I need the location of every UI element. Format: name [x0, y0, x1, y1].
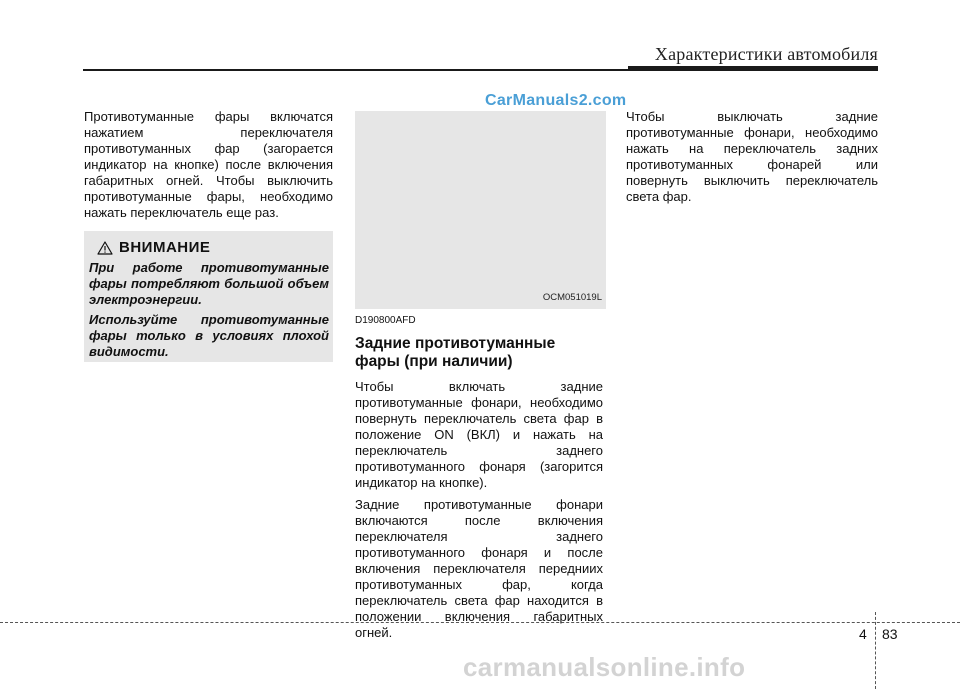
page-section-number: 4 [859, 626, 867, 642]
warning-header [97, 239, 333, 256]
watermark-top: CarManuals2.com [485, 92, 627, 109]
right-column [626, 109, 878, 211]
figure-code: OCM051019L [542, 292, 602, 303]
figure-image-placeholder [355, 111, 606, 309]
warning-triangle-icon [97, 241, 113, 255]
warning-text-2: Используйте противотуманные фары только в условиях плохой видимости. [89, 312, 329, 359]
footer-divider [875, 612, 876, 689]
middle-paragraph-1: Чтобы включать задние противотуманные фонари, необходимо повернуть переключатель света фар в положение ON (ВКЛ) и нажать на переключатель заднего противотуманного фонаря (загорится индикатор на кнопке). [355, 379, 603, 490]
warning-text-1: При работе противотуманные фары потребляют большой объем электроэнергии. [89, 260, 329, 307]
footer-rule [0, 622, 960, 623]
left-paragraph: Противотуманные фары включатся нажатием переключателя противотуманных фар (загорается индикатор на кнопке) после включения габаритных огней. Чтобы выключить противотуманные фары, необходимо нажать переключатель еще раз. [84, 109, 333, 220]
section-title: Задние противотуманные фары (при наличии) [355, 335, 556, 370]
watermark-bottom: carmanualsonline.info [463, 652, 746, 682]
page-header-title: Характеристики автомобиля [654, 44, 878, 64]
page-number: 83 [882, 626, 898, 642]
middle-column [355, 313, 603, 647]
left-column [84, 109, 333, 227]
header-rule [83, 69, 878, 71]
warning-box [84, 231, 333, 362]
warning-title: ВНИМАНИЕ [119, 239, 211, 256]
section-code: D190800AFD [355, 315, 416, 326]
middle-paragraph-2: Задние противотуманные фонари включаются после включения переключателя заднего противотуманного фонаря и после включения переключателя передниих противотуманных фар, когда переключатель света фар находится в положении включения габаритных огней. [355, 497, 603, 640]
right-paragraph: Чтобы выключать задние противотуманные фонари, необходимо нажать на переключатель задних противотуманных фонарей или повернуть выключить переключатель света фар. [626, 109, 878, 204]
